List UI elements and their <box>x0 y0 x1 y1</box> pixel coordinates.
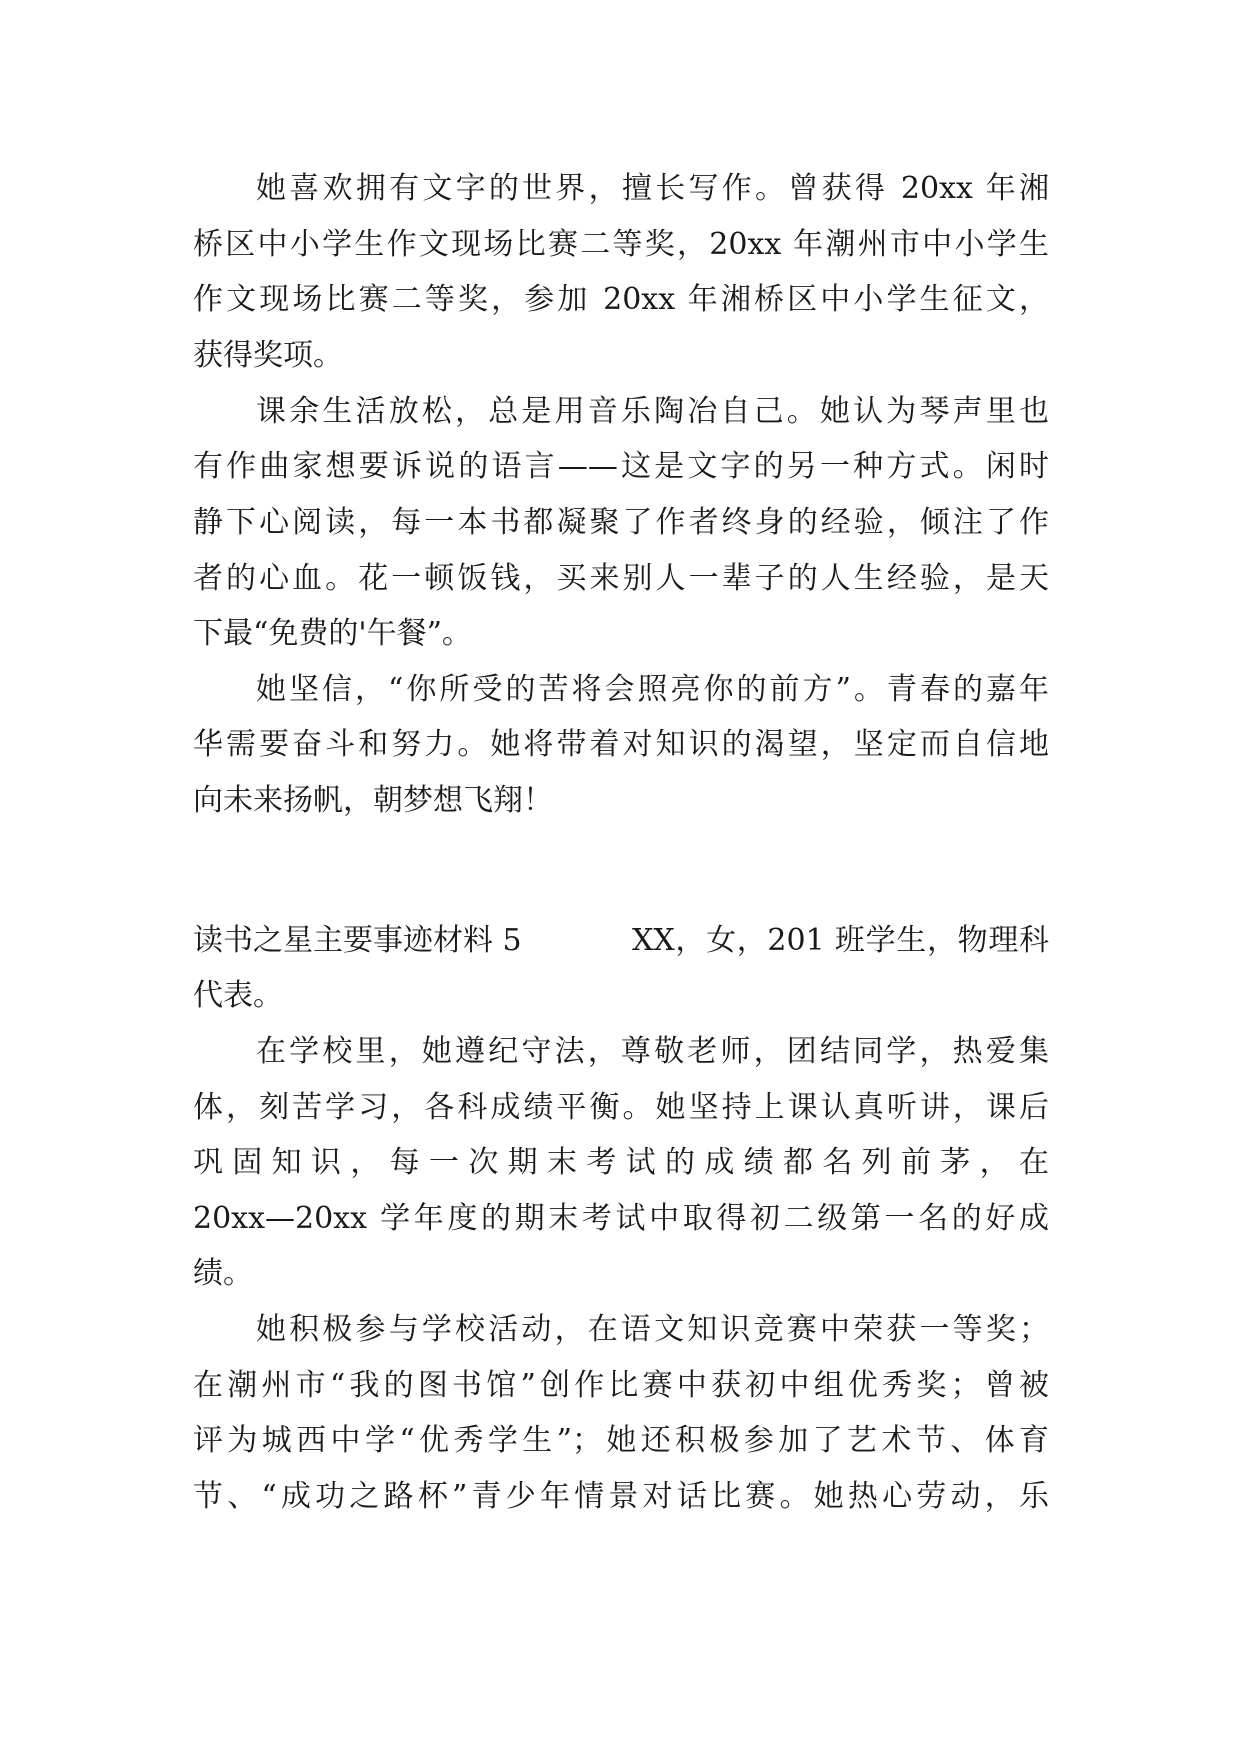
paragraph-2-line-5: 下最“免费的'午餐”。 <box>193 616 472 651</box>
paragraph-2-line-4: 者的心血。花一顿饭钱，买来别人一辈子的人生经验，是天 <box>193 561 1049 596</box>
paragraph-1-line-3: 作文现场比赛二等奖，参加 20xx 年湘桥区中小学生征文， <box>193 282 1049 317</box>
paragraph-5-line-2: 在潮州市“我的图书馆”创作比赛中获初中组优秀奖；曾被 <box>193 1368 1049 1403</box>
section-heading: 读书之星主要事迹材料 5 <box>193 923 522 958</box>
paragraph-4-line-3: 巩固知识，每一次期末考试的成绩都名列前茅，在 <box>193 1145 1049 1180</box>
paragraph-1-line-4: 获得奖项。 <box>193 338 343 373</box>
paragraph-4-line-4: 20xx—20xx 学年度的期末考试中取得初二级第一名的好成 <box>193 1201 1049 1236</box>
paragraph-2-line-1: 课余生活放松，总是用音乐陶冶自己。她认为琴声里也 <box>256 394 1049 429</box>
section-intro-line-1: XX，女，201 班学生，物理科 <box>632 923 1049 958</box>
paragraph-3-line-3: 向未来扬帆，朝梦想飞翔！ <box>193 783 553 818</box>
paragraph-1-line-1: 她喜欢拥有文字的世界，擅长写作。曾获得 20xx 年湘 <box>256 171 1049 206</box>
paragraph-2-line-2: 有作曲家想要诉说的语言——这是文字的另一种方式。闲时 <box>193 449 1049 484</box>
paragraph-5-line-4: 节、“成功之路杯”青少年情景对话比赛。她热心劳动，乐 <box>193 1479 1049 1514</box>
paragraph-4-line-5: 绩。 <box>193 1256 253 1291</box>
paragraph-2-line-3: 静下心阅读，每一本书都凝聚了作者终身的经验，倾注了作 <box>193 505 1049 540</box>
paragraph-4-line-1: 在学校里，她遵纪守法，尊敬老师，团结同学，热爱集 <box>256 1034 1049 1069</box>
paragraph-1-line-2: 桥区中小学生作文现场比赛二等奖，20xx 年潮州市中小学生 <box>193 227 1049 262</box>
paragraph-5-line-3: 评为城西中学“优秀学生”；她还积极参加了艺术节、体育 <box>193 1423 1049 1458</box>
paragraph-3-line-1: 她坚信，“你所受的苦将会照亮你的前方”。青春的嘉年 <box>256 672 1049 707</box>
section-intro-line-2: 代表。 <box>193 978 283 1013</box>
paragraph-3-line-2: 华需要奋斗和努力。她将带着对知识的渴望，坚定而自信地 <box>193 727 1049 762</box>
paragraph-5-line-1: 她积极参与学校活动，在语文知识竞赛中荣获一等奖； <box>256 1312 1049 1347</box>
paragraph-4-line-2: 体，刻苦学习，各科成绩平衡。她坚持上课认真听讲，课后 <box>193 1090 1049 1125</box>
